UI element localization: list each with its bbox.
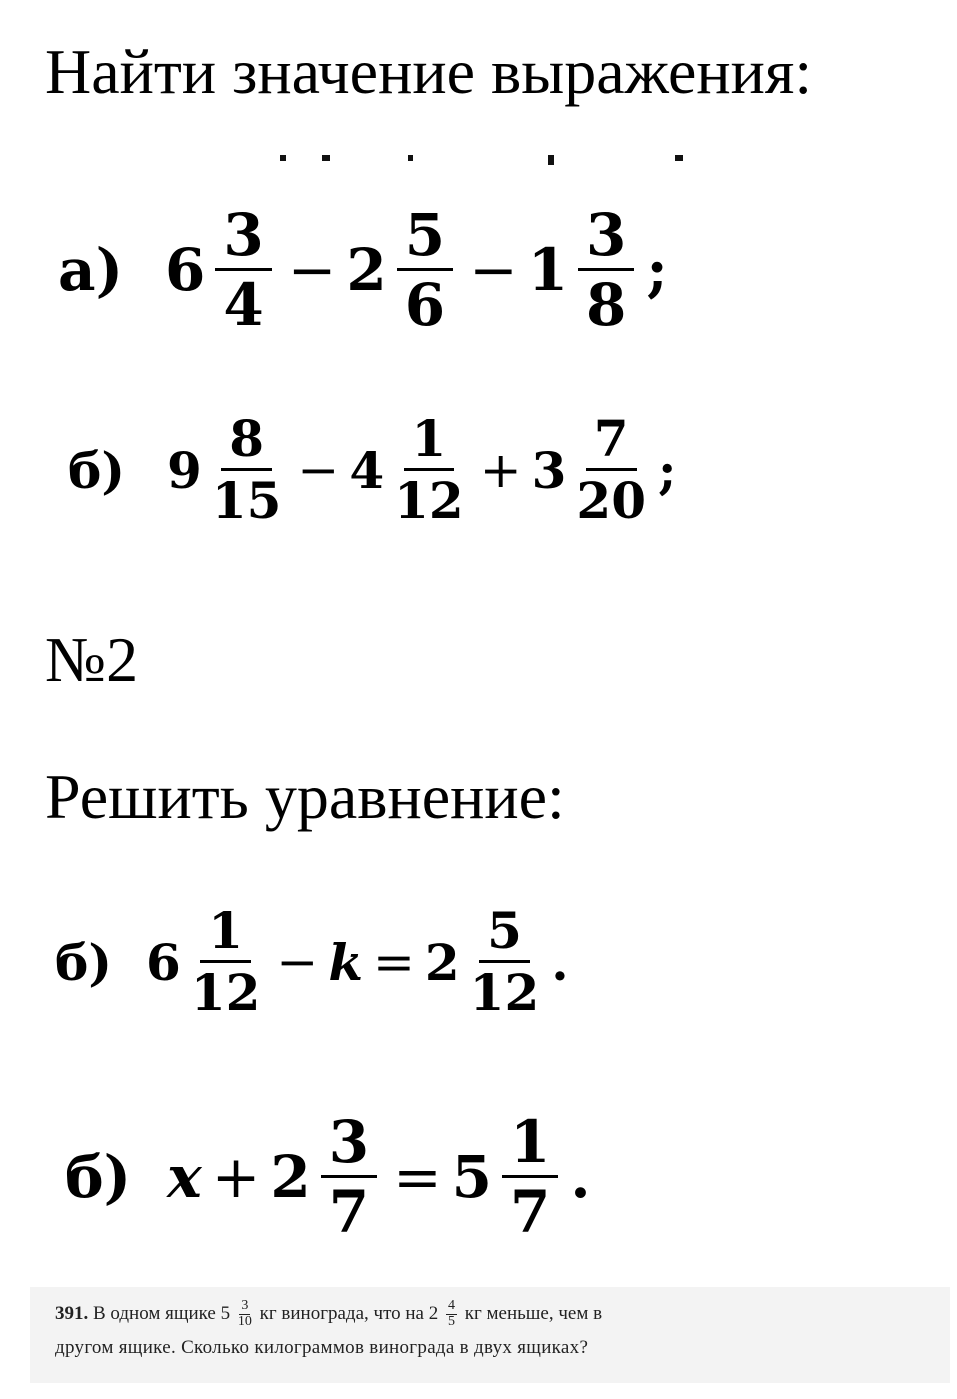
fraction bbox=[190, 901, 261, 1022]
whole-number: 2 bbox=[346, 236, 387, 305]
fraction bbox=[397, 201, 453, 339]
whole-number: 1 bbox=[527, 236, 569, 305]
denominator: 12 bbox=[394, 470, 464, 530]
numerator: 5 bbox=[479, 905, 530, 963]
period: . bbox=[570, 1143, 591, 1212]
fraction bbox=[238, 1299, 252, 1329]
scan-artifact bbox=[280, 155, 700, 167]
whole-number: 6 bbox=[165, 236, 206, 305]
denominator: 8 bbox=[586, 270, 627, 339]
expression-a bbox=[58, 201, 668, 339]
fraction bbox=[211, 409, 282, 530]
numerator: 3 bbox=[578, 205, 634, 271]
numerator: 5 bbox=[397, 205, 453, 271]
denominator: 7 bbox=[328, 1177, 370, 1246]
label-b: б) bbox=[65, 1143, 132, 1212]
problem-391 bbox=[55, 1297, 935, 1365]
task1-title: Найти значение выражения: bbox=[45, 36, 813, 107]
numerator: 3 bbox=[215, 205, 271, 271]
equation-1 bbox=[55, 901, 569, 1022]
numerator: 1 bbox=[502, 1112, 558, 1178]
variable-k: k bbox=[328, 932, 363, 992]
fraction bbox=[578, 201, 634, 339]
problem-text: кг меньше, чем в bbox=[464, 1303, 603, 1324]
operator: + bbox=[211, 1143, 261, 1212]
expression-b bbox=[68, 409, 677, 530]
equals-sign: = bbox=[393, 1143, 442, 1212]
problem-391-line-1 bbox=[55, 1297, 935, 1331]
denominator: 10 bbox=[237, 1314, 252, 1330]
problem-text: В одном ящике 5 bbox=[93, 1303, 231, 1324]
operator: − bbox=[276, 933, 319, 991]
whole-number: 2 bbox=[270, 1143, 311, 1212]
label-b: б) bbox=[68, 440, 126, 500]
equation-2 bbox=[65, 1108, 591, 1246]
problem-text: кг винограда, что на 2 bbox=[259, 1303, 439, 1324]
whole-number: 9 bbox=[167, 440, 202, 500]
numerator: 4 bbox=[447, 1298, 455, 1314]
denominator: 15 bbox=[211, 470, 282, 530]
denominator: 20 bbox=[576, 470, 646, 530]
operator: − bbox=[287, 236, 337, 305]
label-a: а) bbox=[58, 236, 124, 305]
numerator: 3 bbox=[321, 1112, 377, 1178]
denominator: 12 bbox=[190, 962, 261, 1022]
numerator: 7 bbox=[586, 413, 637, 471]
numerator: 3 bbox=[241, 1298, 249, 1314]
whole-number: 6 bbox=[146, 932, 181, 992]
denominator: 12 bbox=[469, 962, 540, 1022]
problem-391-line-2: другом ящике. Сколько килограммов винограда в двух ящиках? bbox=[55, 1337, 589, 1358]
denominator: 6 bbox=[404, 270, 446, 339]
denominator: 7 bbox=[510, 1177, 551, 1246]
fraction bbox=[321, 1108, 377, 1246]
denominator: 4 bbox=[223, 270, 264, 339]
fraction bbox=[469, 901, 540, 1022]
whole-number: 3 bbox=[531, 440, 567, 500]
semicolon: ; bbox=[646, 236, 668, 305]
operator: − bbox=[297, 441, 340, 499]
numerator: 1 bbox=[404, 413, 455, 471]
period: . bbox=[551, 932, 569, 992]
fraction bbox=[446, 1299, 457, 1329]
whole-number: 5 bbox=[451, 1143, 493, 1212]
whole-number: 4 bbox=[349, 440, 385, 500]
task2-number: №2 bbox=[45, 624, 139, 695]
semicolon: ; bbox=[658, 440, 677, 500]
numerator: 8 bbox=[221, 413, 272, 471]
problem-number: 391. bbox=[55, 1303, 89, 1324]
operator: + bbox=[479, 441, 522, 499]
numerator: 1 bbox=[200, 905, 251, 963]
whole-number: 2 bbox=[424, 932, 460, 992]
fraction bbox=[394, 409, 464, 530]
operator: − bbox=[469, 236, 518, 305]
fraction bbox=[215, 201, 271, 339]
denominator: 5 bbox=[447, 1314, 455, 1330]
label-b: б) bbox=[55, 932, 113, 992]
variable-x: x bbox=[167, 1143, 202, 1212]
fraction bbox=[502, 1108, 558, 1246]
equals-sign: = bbox=[372, 933, 415, 991]
fraction bbox=[576, 409, 646, 530]
task2-title: Решить уравнение: bbox=[45, 761, 565, 832]
